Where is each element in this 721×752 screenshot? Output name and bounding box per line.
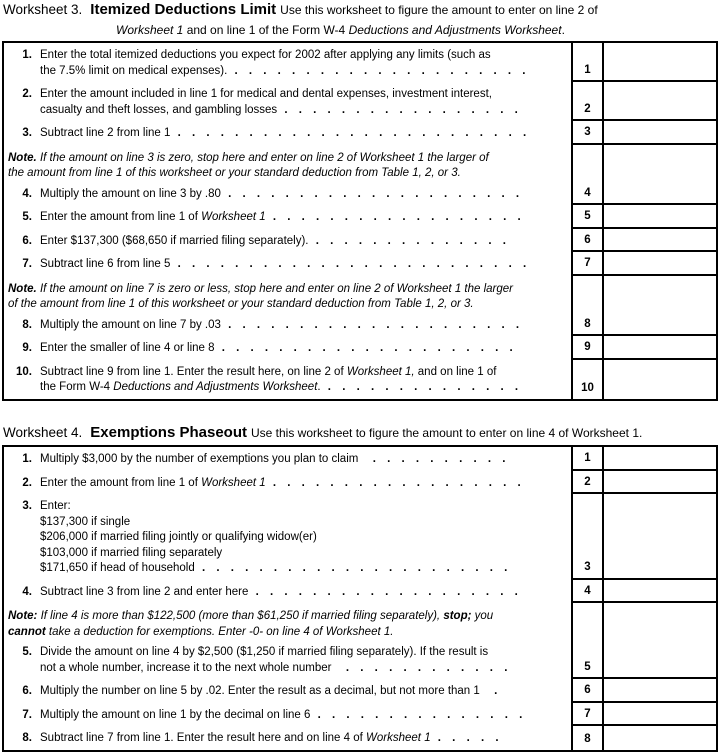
text-run: Enter $137,300 ($68,650 if married filing separately). [40,234,309,247]
text-run: and on line 1 of [414,365,497,378]
item-text-line [40,530,571,546]
line-number-box [571,121,602,145]
worksheet3-row-5 [4,205,716,229]
item-text-line [40,661,571,677]
line-number: 1. [22,453,32,465]
line-description [4,360,571,399]
amount-entry-box[interactable] [602,471,716,495]
text-run: Divide the amount on line 4 by $2,500 ($1,250 if married filing separately). If the result is [40,646,489,658]
worksheet3-row-8 [4,276,716,337]
worksheet3-tail: Use this worksheet to figure the amount to enter on line 2 of [280,3,598,17]
line-item [4,87,571,118]
dot-leader: . . . . . . . . . . [358,453,510,465]
line-description [4,43,571,82]
line-item [4,48,571,79]
item-text-line [40,48,571,64]
line-item [4,234,571,250]
item-text-line [40,341,571,357]
text-run: Enter the amount from line 1 of [40,211,202,223]
text-run: stop; [443,610,472,622]
item-text-line [40,476,571,492]
amount-entry-box[interactable] [602,82,716,121]
note-line [8,625,567,641]
dot-leader: . . . . . . . . . . . . . . . [310,708,527,721]
line-number-box [571,276,602,337]
line-number: 8. [22,318,32,331]
text-run: If the amount on line 3 is zero, stop here and enter on line 2 of Worksheet 1 the larger of [36,151,489,164]
amount-entry-box[interactable] [602,276,716,337]
amount-entry-box[interactable] [602,447,716,471]
note-line [8,297,567,313]
text-run: not a whole number, increase it to the next whole number [40,661,332,674]
worksheet4-header [2,425,721,443]
line-description [4,229,571,253]
line-number-box [571,447,602,471]
line-number: 2. [22,88,32,100]
text-run: . [561,22,565,37]
line-item [4,731,571,747]
line-number-box [571,252,602,276]
worksheet4-title: Exemptions Phaseout [90,423,247,441]
line-item [4,126,571,142]
line-number-box [571,471,602,495]
line-number-box [571,726,602,750]
worksheet4-row-1 [4,447,716,471]
line-item [4,708,571,724]
line-number-box-label: 2 [584,102,591,115]
item-text-line [40,234,571,250]
line-item [4,476,571,492]
line-number-box-label: 5 [584,210,591,222]
line-number-box-label: 3 [584,561,591,573]
line-description [4,494,571,580]
text-run: $171,650 if head of household [40,562,195,574]
worksheet4-row-4 [4,580,716,604]
line-description [4,145,571,206]
amount-entry-box[interactable] [602,726,716,750]
line-number-box [571,43,602,82]
amount-entry-box[interactable] [602,229,716,253]
text-run: Note: [8,610,38,622]
line-number-box [571,336,602,360]
item-text-line [40,365,571,381]
text-run: take a deduction for exemptions. Enter -0- on line 4 of Worksheet 1. [45,625,394,638]
amount-entry-box[interactable] [602,336,716,360]
line-item [4,452,571,468]
line-description [4,447,571,471]
line-number: 8. [22,732,32,744]
line-number: 5. [22,211,32,223]
dot-leader: . . . . . [430,732,503,744]
text-run: Subtract line 7 from line 1. Enter the result here and on line 4 of [40,732,367,744]
line-description [4,471,571,495]
text-run: . [317,381,321,393]
line-number-box-label: 7 [584,707,591,720]
worksheet3-row-7 [4,252,716,276]
line-description [4,82,571,121]
dot-leader: . . . . . . . . . . . . . . . . . . . . . [227,64,530,77]
text-run: Enter the total itemized deductions you expect for 2002 after applying any limits (such as [40,49,491,61]
line-number-box-label: 7 [584,257,591,269]
dot-leader: . . . . . . . . . . . . . . . . . . . [248,585,522,598]
dot-leader: . . . . . . . . . . . . [331,661,512,674]
amount-entry-box[interactable] [602,121,716,145]
item-text-line [40,585,571,601]
item-text-line [40,708,571,724]
line-item [4,257,571,273]
worksheet-gap [2,401,721,425]
worksheet4-label: Worksheet 4. [3,424,83,440]
line-number-box [571,580,602,604]
worksheet4-tail: Use this worksheet to figure the amount to enter on line 4 of Worksheet 1. [251,425,643,440]
amount-entry-box[interactable] [602,580,716,604]
amount-entry-box[interactable] [602,679,716,703]
text-run: Enter the amount from line 1 of [40,476,202,489]
text-run: Enter the smaller of line 4 or line 8 [40,342,215,354]
text-run: Subtract line 3 from line 2 and enter here [40,585,249,598]
line-number: 4. [22,585,32,598]
line-number-box-label: 4 [584,186,591,199]
item-text-line [40,731,571,747]
line-number: 9. [22,342,32,354]
text-run: you [471,610,494,622]
line-description [4,703,571,727]
text-run: Worksheet 1, [346,365,415,378]
worksheet3-row-10 [4,360,716,399]
note-line [8,151,567,167]
worksheet3-row-2 [4,82,716,121]
line-item [4,365,571,396]
text-run: Multiply the amount on line 3 by .80 [40,187,221,200]
note-line [8,166,567,182]
worksheet3-row-9 [4,336,716,360]
line-number-box [571,82,602,121]
text-run: Deductions and Adjustments Worksheet [113,381,318,393]
item-text-line [40,561,571,577]
line-number-box [571,603,602,679]
text-run: and on line 1 of the Form W-4 [183,22,349,37]
text-run: Multiply the amount on line 7 by .03 [40,318,221,331]
item-text-line [40,64,571,80]
worksheet4-row-7 [4,703,716,727]
text-run: If the amount on line 7 is zero or less, stop here and enter on line 2 of Worksheet 1 the larger [36,282,513,295]
text-run: Enter the amount included in line 1 for medical and dental expenses, investment interest, [40,88,492,100]
line-number-box-label: 6 [584,684,591,696]
text-run: $206,000 if married filing jointly or qualifying widow(er) [40,531,317,543]
line-number-box [571,205,602,229]
text-run: $103,000 if married filing separately [40,546,223,559]
amount-entry-box[interactable] [602,603,716,679]
worksheet3-subtitle [116,23,721,39]
item-text-line [40,499,571,515]
amount-entry-box[interactable] [602,43,716,82]
line-description [4,726,571,750]
text-run: the Form W-4 [40,381,114,393]
line-description [4,276,571,337]
text-run: Worksheet 1 [366,732,431,744]
text-run: Deductions and Adjustments Worksheet [348,22,562,37]
amount-entry-box[interactable] [602,145,716,206]
item-text-line [40,318,571,334]
text-run: Multiply $3,000 by the number of exemptions you plan to claim [40,453,359,465]
line-item [4,187,571,203]
line-number-box-label: 8 [584,733,591,745]
line-number-box-label: 6 [584,233,591,246]
worksheet4-row-6 [4,679,716,703]
dot-leader: . . . . . . . . . . . . . . . . . . [265,476,525,489]
note-text [4,151,571,182]
item-text-line [40,546,571,562]
worksheet3-title: Itemized Deductions Limit [90,1,277,18]
line-number-box-label: 10 [581,382,594,394]
text-run: Subtract line 2 from line 1 [40,127,171,139]
text-run: Worksheet 1 [201,211,266,223]
dot-leader: . . . . . . . . . . . . . . . . . . [265,211,525,223]
line-number-box [571,360,602,399]
line-number-box-label: 4 [584,584,591,597]
line-description [4,679,571,703]
line-number: 7. [22,708,32,721]
worksheet4-table [2,445,718,752]
worksheet3-header [2,2,721,38]
dot-leader: . . . . . . . . . . . . . . . . . [277,103,522,116]
line-number-box-label: 3 [584,126,591,138]
line-item [4,645,571,676]
item-text-line [40,87,571,103]
worksheet3-row-4 [4,145,716,206]
text-run: Note. [8,151,37,164]
line-item [4,684,571,700]
worksheet3-table [2,41,718,401]
line-number: 3. [22,127,32,139]
item-text-line [40,187,571,203]
line-item [4,210,571,226]
line-item [4,499,571,577]
line-number: 2. [22,476,32,489]
line-number: 5. [22,646,32,658]
line-number: 1. [22,49,32,61]
text-run: Worksheet 1 [116,22,184,37]
line-number-box-label: 1 [584,452,591,464]
line-number: 6. [22,685,32,697]
item-text-line [40,645,571,661]
note-line [8,282,567,298]
text-run: Enter: [40,500,71,512]
text-run: Worksheet 1 [201,476,266,489]
worksheet4-row-3 [4,494,716,580]
worksheet3-row-3 [4,121,716,145]
text-run: Subtract line 9 from line 1. Enter the result here, on line 2 of [40,365,347,378]
worksheet3-row-6 [4,229,716,253]
dot-leader: . . . . . . . . . . . . . . . . . . . . . . . . . [170,127,531,139]
line-description [4,205,571,229]
dot-leader: . [479,685,502,697]
text-run: Multiply the number on line 5 by .02. Enter the result as a decimal, but not more than 1 [40,685,480,697]
worksheet4-row-8 [4,726,716,750]
worksheet3-label: Worksheet 3. [3,2,83,17]
item-text-line [40,515,571,531]
line-description [4,336,571,360]
item-text-line [40,103,571,119]
line-description [4,252,571,276]
line-number-box-label: 9 [584,341,591,353]
worksheet3-row-1 [4,43,716,82]
item-text-line [40,452,571,468]
dot-leader: . . . . . . . . . . . . . . [320,381,523,393]
line-item [4,341,571,357]
dot-leader: . . . . . . . . . . . . . . [308,234,510,247]
line-number: 4. [22,187,32,200]
item-text-line [40,126,571,142]
worksheet4-row-2 [4,471,716,495]
text-run: If line 4 is more than $122,500 (more than $61,250 if married filing separately), [37,610,444,622]
amount-entry-box[interactable] [602,703,716,727]
worksheet4-row-5 [4,603,716,679]
amount-entry-box[interactable] [602,205,716,229]
item-text-line [40,380,571,396]
line-number-box-label: 1 [584,63,591,76]
dot-leader: . . . . . . . . . . . . . . . . . . . . . [214,342,517,354]
amount-entry-box[interactable] [602,360,716,399]
line-item [4,318,571,334]
amount-entry-box[interactable] [602,494,716,580]
text-run: the amount from line 1 of this worksheet or your standard deduction from Table 1, 2, or 3. [8,167,461,179]
line-number-box [571,494,602,580]
item-text-line [40,210,571,226]
line-number: 7. [22,258,32,270]
text-run: cannot [8,625,46,638]
line-number-box [571,145,602,206]
text-run: Multiply the amount on line 1 by the decimal on line 6 [40,708,311,721]
item-text-line [40,684,571,700]
text-run: $137,300 if single [40,515,131,528]
text-run: casualty and theft losses, and gambling losses [40,103,278,116]
line-number: 3. [22,500,32,512]
item-text-line [40,257,571,273]
line-item [4,585,571,601]
line-description [4,603,571,679]
note-text [4,609,571,640]
line-number-box [571,703,602,727]
text-run: of the amount from line 1 of this worksheet or your standard deduction from Table 1, 2, or 3. [8,298,474,310]
dot-leader: . . . . . . . . . . . . . . . . . . . . . [220,318,524,331]
dot-leader: . . . . . . . . . . . . . . . . . . . . . . [194,562,512,574]
dot-leader: . . . . . . . . . . . . . . . . . . . . . [220,187,524,200]
line-description [4,121,571,145]
dot-leader: . . . . . . . . . . . . . . . . . . . . . . . . . [170,258,531,270]
line-number: 6. [22,234,32,247]
note-text [4,282,571,313]
amount-entry-box[interactable] [602,252,716,276]
note-line [8,609,567,625]
text-run: the 7.5% limit on medical expenses). [40,64,228,77]
line-number: 10. [16,365,32,378]
line-number-box [571,679,602,703]
line-number-box-label: 5 [584,660,591,673]
text-run: Note. [8,282,37,295]
line-number-box-label: 8 [584,317,591,330]
text-run: Subtract line 6 from line 5 [40,258,171,270]
line-number-box-label: 2 [584,475,591,488]
line-description [4,580,571,604]
line-number-box [571,229,602,253]
